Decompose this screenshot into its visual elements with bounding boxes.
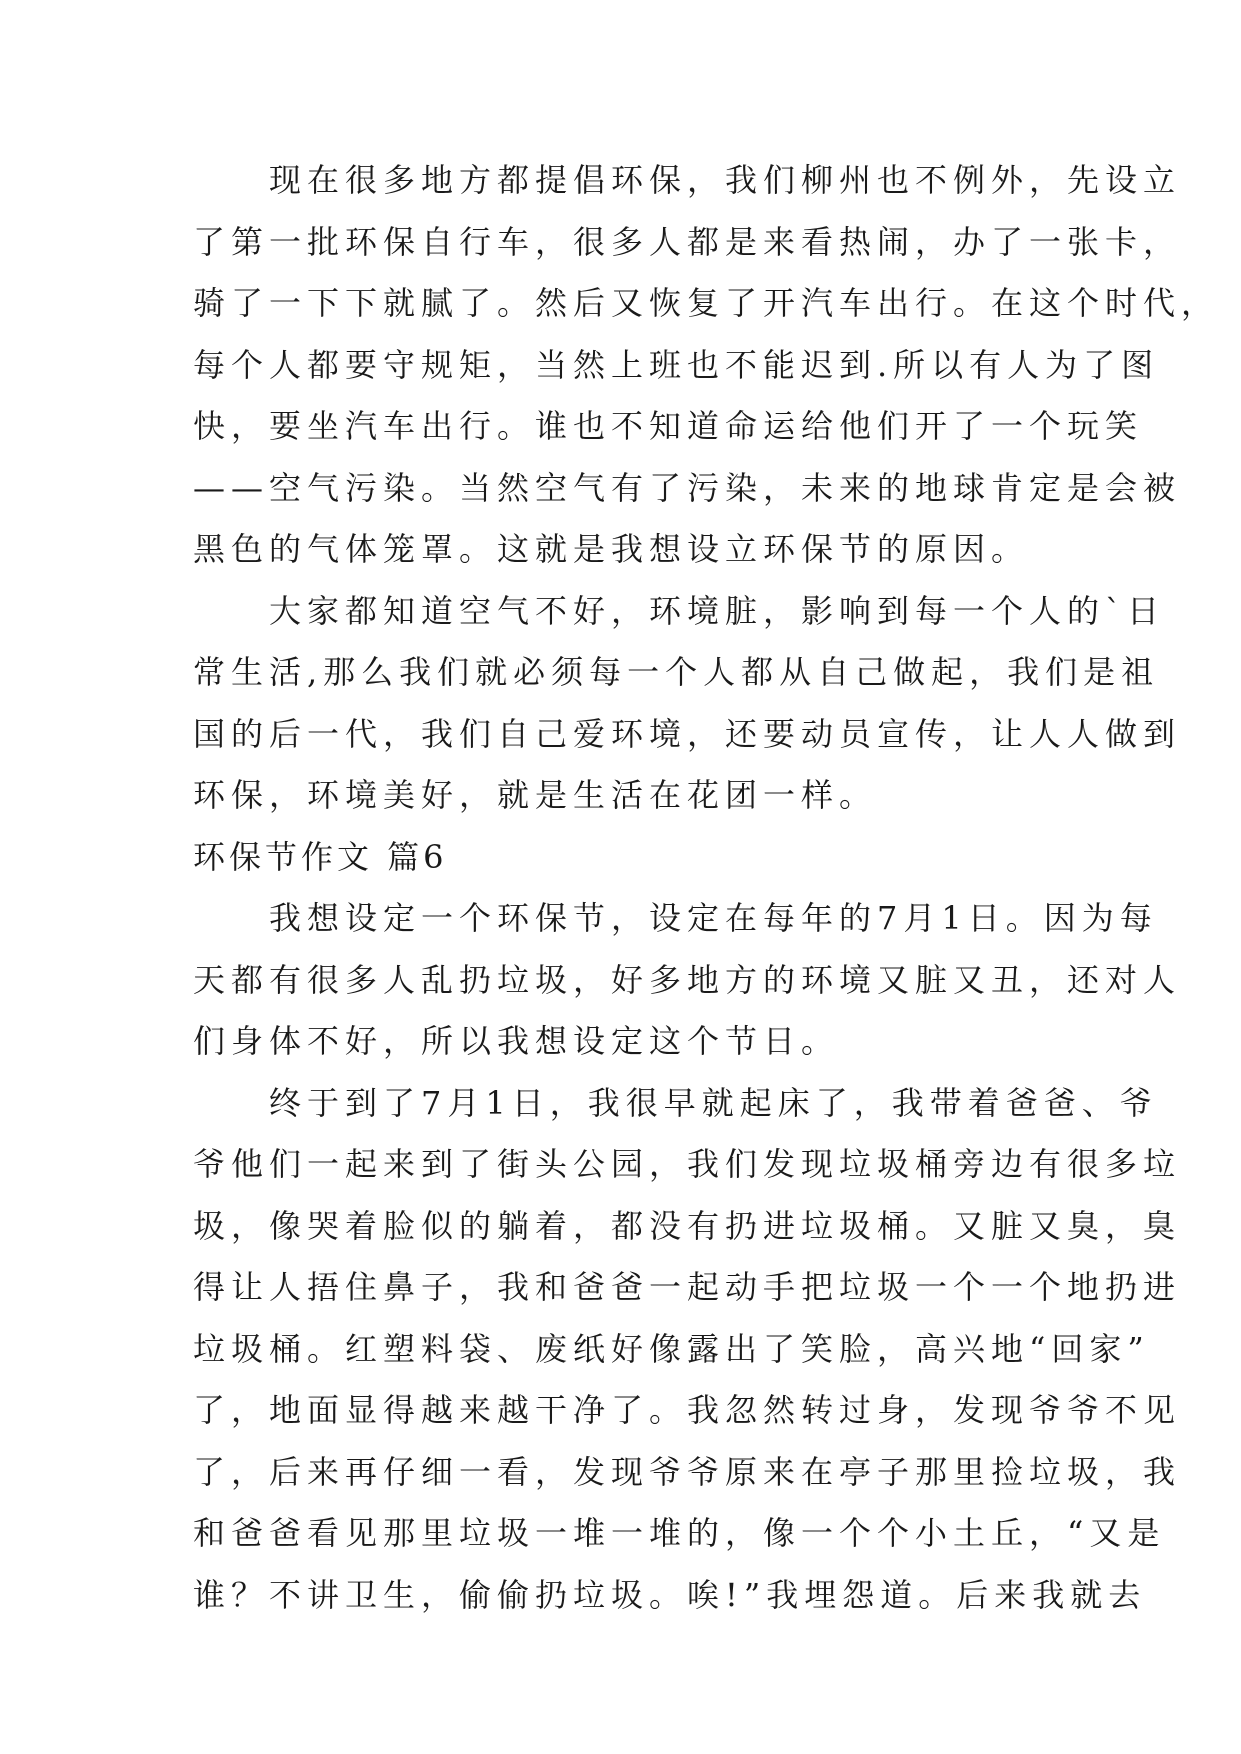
text-line: 大家都知道空气不好，环境脏，影响到每一个人的`日	[193, 591, 1166, 630]
text-line: 了，后来再仔细一看，发现爷爷原来在亭子那里捡垃圾，我	[193, 1452, 1182, 1491]
text-line: 现在很多地方都提倡环保，我们柳州也不例外，先设立	[193, 161, 1182, 199]
text-line: 圾，像哭着脸似的躺着，都没有扔进垃圾桶。又脏又臭，臭	[193, 1206, 1182, 1245]
text-line: 和爸爸看见那里垃圾一堆一堆的，像一个个小土丘，“又是	[193, 1514, 1166, 1552]
text-line: 常生活,那么我们就必须每一个人都从自己做起，我们是祖	[193, 653, 1160, 691]
text-line: 垃圾桶。红塑料袋、废纸好像露出了笑脸，高兴地“回家”	[193, 1329, 1150, 1368]
text-line: 爷他们一起来到了街头公园，我们发现垃圾桶旁边有很多垃	[193, 1145, 1182, 1183]
document-page	[193, 150, 1220, 1626]
paragraph	[193, 888, 1182, 1073]
text-line: ——空气污染。当然空气有了污染，未来的地球肯定是会被	[193, 468, 1182, 507]
text-line: 天都有很多人乱扔垃圾，好多地方的环境又脏又丑，还对人	[193, 960, 1182, 999]
text-line: 得让人捂住鼻子，我和爸爸一起动手把垃圾一个一个地扔进	[193, 1268, 1182, 1306]
text-line: 我想设定一个环保节，设定在每年的7月1日。因为每	[193, 899, 1158, 937]
section-heading: 环保节作文 篇6	[193, 837, 448, 876]
text-line: 了，地面显得越来越干净了。我忽然转过身，发现爷爷不见	[193, 1391, 1182, 1429]
text-line: 快，要坐汽车出行。谁也不知道命运给他们开了一个玩笑	[193, 407, 1144, 445]
text-line: 了第一批环保自行车，很多人都是来看热闹，办了一张卡，	[193, 222, 1182, 261]
text-line: 每个人都要守规矩，当然上班也不能迟到.所以有人为了图	[193, 345, 1160, 384]
text-line: 们身体不好，所以我想设定这个节日。	[193, 1022, 840, 1060]
text-line: 环保，环境美好，就是生活在花团一样。	[193, 776, 878, 814]
text-line: 谁？不讲卫生，偷偷扔垃圾。唉!”我埋怨道。后来我就去	[193, 1575, 1147, 1614]
text-line: 黑色的气体笼罩。这就是我想设立环保节的原因。	[193, 530, 1030, 568]
paragraph	[193, 150, 1220, 581]
paragraph	[193, 1073, 1182, 1627]
text-line: 终于到了7月1日，我很早就起床了，我带着爸爸、爷	[193, 1083, 1158, 1122]
text-line: 国的后一代，我们自己爱环境，还要动员宣传，让人人做到	[193, 714, 1182, 753]
paragraph	[193, 581, 1182, 827]
text-line: 骑了一下下就腻了。然后又恢复了开汽车出行。在这个时代，	[193, 284, 1220, 322]
